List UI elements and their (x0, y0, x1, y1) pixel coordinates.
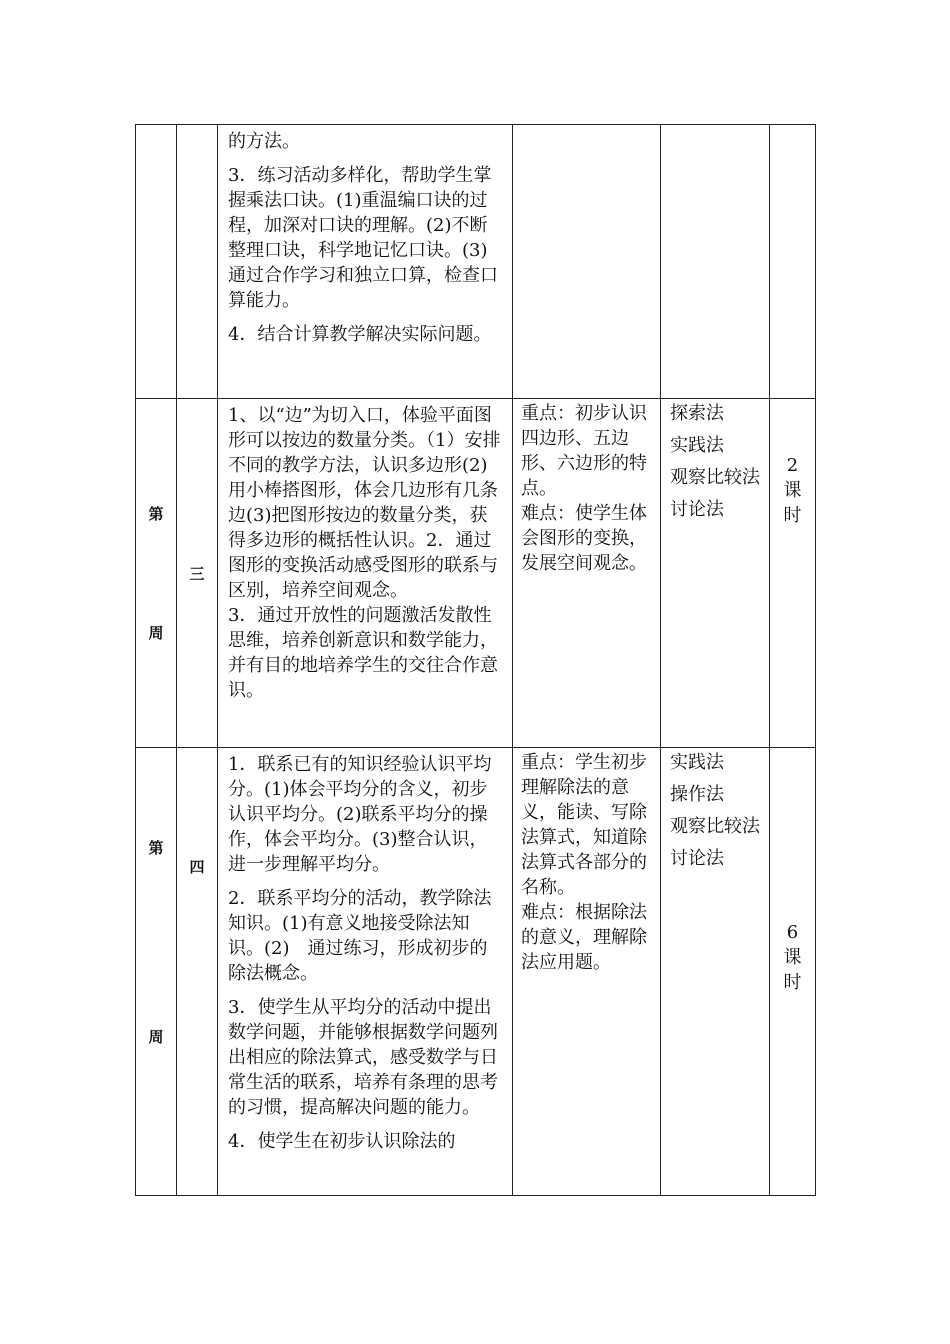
hours-cell (770, 399, 816, 748)
hours-unit-1: 课 (783, 480, 802, 501)
method-item: 讨论法 (670, 848, 724, 869)
teaching-plan-table (135, 124, 816, 1196)
content-paragraph: 1、以“边”为切入口，体验平面图形可以按边的数量分类。（1）安排不同的教学方法，认识多边形(2)用小棒搭图形，体会几边形有几条边(3)把图形按边的数量分类，获得多边形的概括性认识。2．通过图形的变换活动感受图形的联系与区别，培养空间观念。 (228, 405, 501, 601)
week-label-top: 第 (148, 505, 164, 523)
week-label-top: 第 (148, 838, 164, 857)
table-row (136, 399, 816, 748)
week-number-cell (177, 399, 218, 748)
content-paragraph: 2．联系平均分的活动，教学除法知识。(1)有意义地接受除法知识。(2) 通过练习，形成初步的除法概念。 (228, 888, 492, 984)
week-number: 三 (189, 564, 205, 583)
content-paragraph: 4．使学生在初步认识除法的 (228, 1131, 456, 1152)
hours-number: 6 (786, 922, 799, 943)
keypoint-item: 难点：使学生体会图形的变换，发展空间观念。 (521, 503, 647, 574)
hours-number: 2 (786, 455, 799, 476)
hours-cell (770, 125, 816, 399)
keypoint-item: 难点：根据除法的意义，理解除法应用题。 (521, 902, 647, 973)
week-number-cell (177, 125, 218, 399)
keypoints-cell (513, 125, 661, 399)
content-paragraph: 3．通过开放性的问题激活发散性思维，培养创新意识和数学能力，并有目的地培养学生的交往合作意识。 (228, 605, 498, 701)
content-paragraph: 3．使学生从平均分的活动中提出数学问题，并能够根据数学问题列出相应的除法算式，感受数学与日常生活的联系，培养有条理的思考的习惯，提高解决问题的能力。 (228, 997, 498, 1118)
methods-cell (661, 125, 770, 399)
content-paragraph: 3．练习活动多样化，帮助学生掌握乘法口诀。(1)重温编口诀的过程，加深对口诀的理解。(2)不断整理口诀，科学地记忆口诀。(3)通过合作学习和独立口算，检查口算能力。 (228, 165, 498, 311)
content-cell (218, 748, 513, 1196)
hours-cell (770, 748, 816, 1196)
method-item: 实践法 (670, 752, 724, 773)
method-item: 讨论法 (670, 499, 724, 520)
method-item: 实践法 (670, 435, 724, 456)
week-label-bottom: 周 (148, 624, 164, 642)
content-cell (218, 125, 513, 399)
week-cell (136, 748, 177, 1196)
keypoints-cell (513, 748, 661, 1196)
table-row (136, 125, 816, 399)
content-paragraph: 4．结合计算教学解决实际问题。 (228, 324, 492, 345)
methods-cell (661, 748, 770, 1196)
method-item: 探索法 (670, 403, 724, 424)
week-cell (136, 399, 177, 748)
methods-cell (661, 399, 770, 748)
method-item: 观察比较法 (670, 816, 760, 837)
keypoint-item: 重点：学生初步理解除法的意义，能读、写除法算式，知道除法算式各部分的名称。 (521, 752, 647, 898)
table-row (136, 748, 816, 1196)
keypoints-cell (513, 399, 661, 748)
method-item: 观察比较法 (670, 467, 760, 488)
week-cell (136, 125, 177, 399)
week-number: 四 (189, 858, 205, 876)
hours-unit-2: 时 (783, 972, 802, 993)
method-item: 操作法 (670, 784, 724, 805)
keypoint-item: 重点：初步认识四边形、五边形、六边形的特点。 (521, 403, 647, 499)
content-cell (218, 399, 513, 748)
hours-unit-2: 时 (783, 505, 802, 526)
content-paragraph: 1．联系已有的知识经验认识平均分。(1)体会平均分的含义，初步认识平均分。(2)联系平均分的操作，体会平均分。(3)整合认识，进一步理解平均分。 (228, 754, 492, 875)
week-number-cell (177, 748, 218, 1196)
week-label-bottom: 周 (148, 1027, 164, 1046)
hours-unit-1: 课 (783, 947, 802, 968)
content-paragraph: 的方法。 (228, 131, 300, 152)
